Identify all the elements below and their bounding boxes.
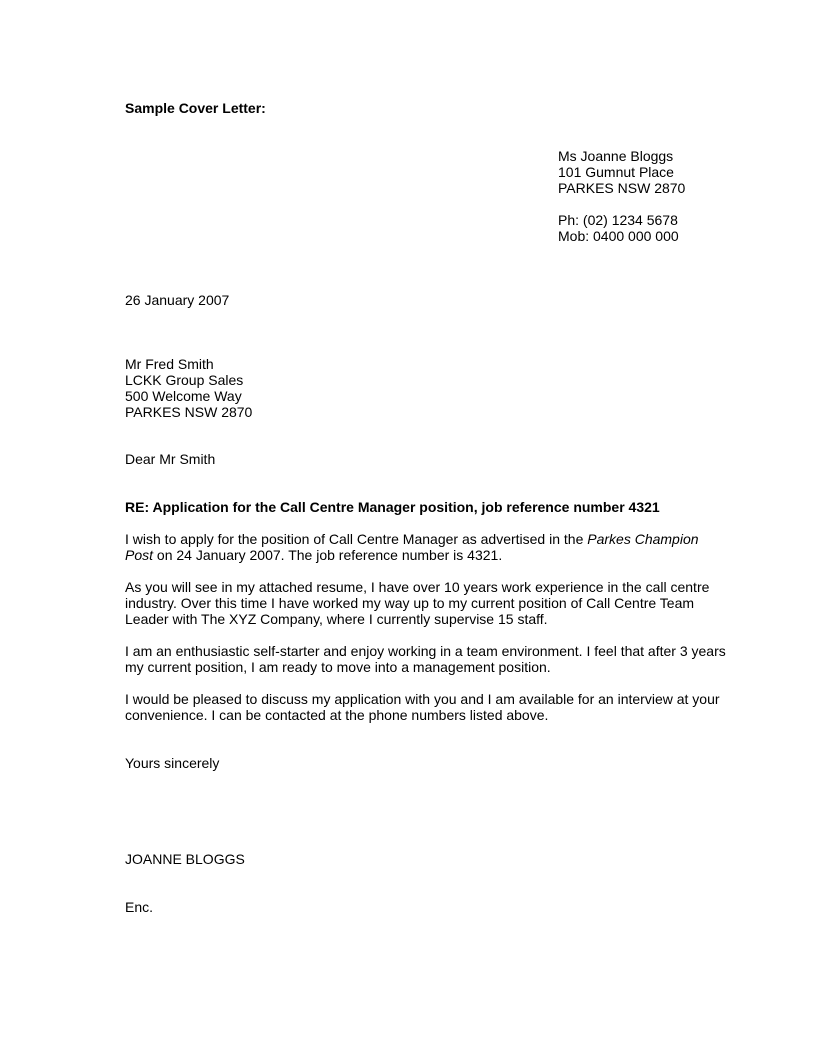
sender-town: PARKES NSW 2870 bbox=[558, 180, 686, 196]
sender-street: 101 Gumnut Place bbox=[558, 164, 674, 180]
sender-contact bbox=[558, 212, 679, 244]
sender-mobile: Mob: 0400 000 000 bbox=[558, 228, 679, 244]
letter-heading: Sample Cover Letter: bbox=[125, 100, 266, 116]
closing: Yours sincerely bbox=[125, 755, 220, 771]
paragraph-line: convenience. I can be contacted at the phone numbers listed above. bbox=[125, 707, 549, 723]
subject-line: RE: Application for the Call Centre Manager position, job reference number 4321 bbox=[125, 499, 660, 515]
recipient-name: Mr Fred Smith bbox=[125, 356, 214, 372]
paragraph-line: my current position, I am ready to move into a management position. bbox=[125, 659, 551, 675]
letter-date: 26 January 2007 bbox=[125, 292, 230, 308]
paragraph-3 bbox=[125, 643, 726, 675]
sender-phone: Ph: (02) 1234 5678 bbox=[558, 212, 678, 228]
salutation: Dear Mr Smith bbox=[125, 451, 216, 467]
paragraph-4 bbox=[125, 691, 720, 723]
enclosure-note: Enc. bbox=[125, 899, 154, 915]
signature-name: JOANNE BLOGGS bbox=[125, 851, 245, 867]
paragraph-line: I would be pleased to discuss my application with you and I am available for an interview at your bbox=[125, 691, 720, 707]
recipient-address bbox=[125, 356, 252, 420]
paragraph-line: As you will see in my attached resume, I have over 10 years work experience in the call centre bbox=[125, 579, 710, 595]
paragraph-line: Leader with The XYZ Company, where I currently supervise 15 staff. bbox=[125, 611, 548, 627]
newspaper-name: Post bbox=[125, 547, 154, 563]
paragraph-2 bbox=[125, 579, 709, 627]
sender-name: Ms Joanne Bloggs bbox=[558, 148, 674, 164]
paragraph-text: I wish to apply for the position of Call Centre Manager as advertised in the bbox=[125, 531, 588, 547]
newspaper-name: Parkes Champion bbox=[587, 531, 699, 547]
recipient-company: LCKK Group Sales bbox=[125, 372, 244, 388]
paragraph-line: I am an enthusiastic self-starter and enjoy working in a team environment. I feel that after 3 years bbox=[125, 643, 726, 659]
paragraph-line bbox=[125, 531, 699, 547]
recipient-street: 500 Welcome Way bbox=[125, 388, 242, 404]
recipient-town: PARKES NSW 2870 bbox=[125, 404, 253, 420]
paragraph-line: industry. Over this time I have worked my way up to my current position of Call Centre Team bbox=[125, 595, 695, 611]
sender-address bbox=[558, 148, 685, 196]
paragraph-line bbox=[125, 547, 699, 563]
paragraph-text: on 24 January 2007. The job reference number is 4321. bbox=[153, 547, 503, 563]
paragraph-1 bbox=[125, 531, 699, 563]
